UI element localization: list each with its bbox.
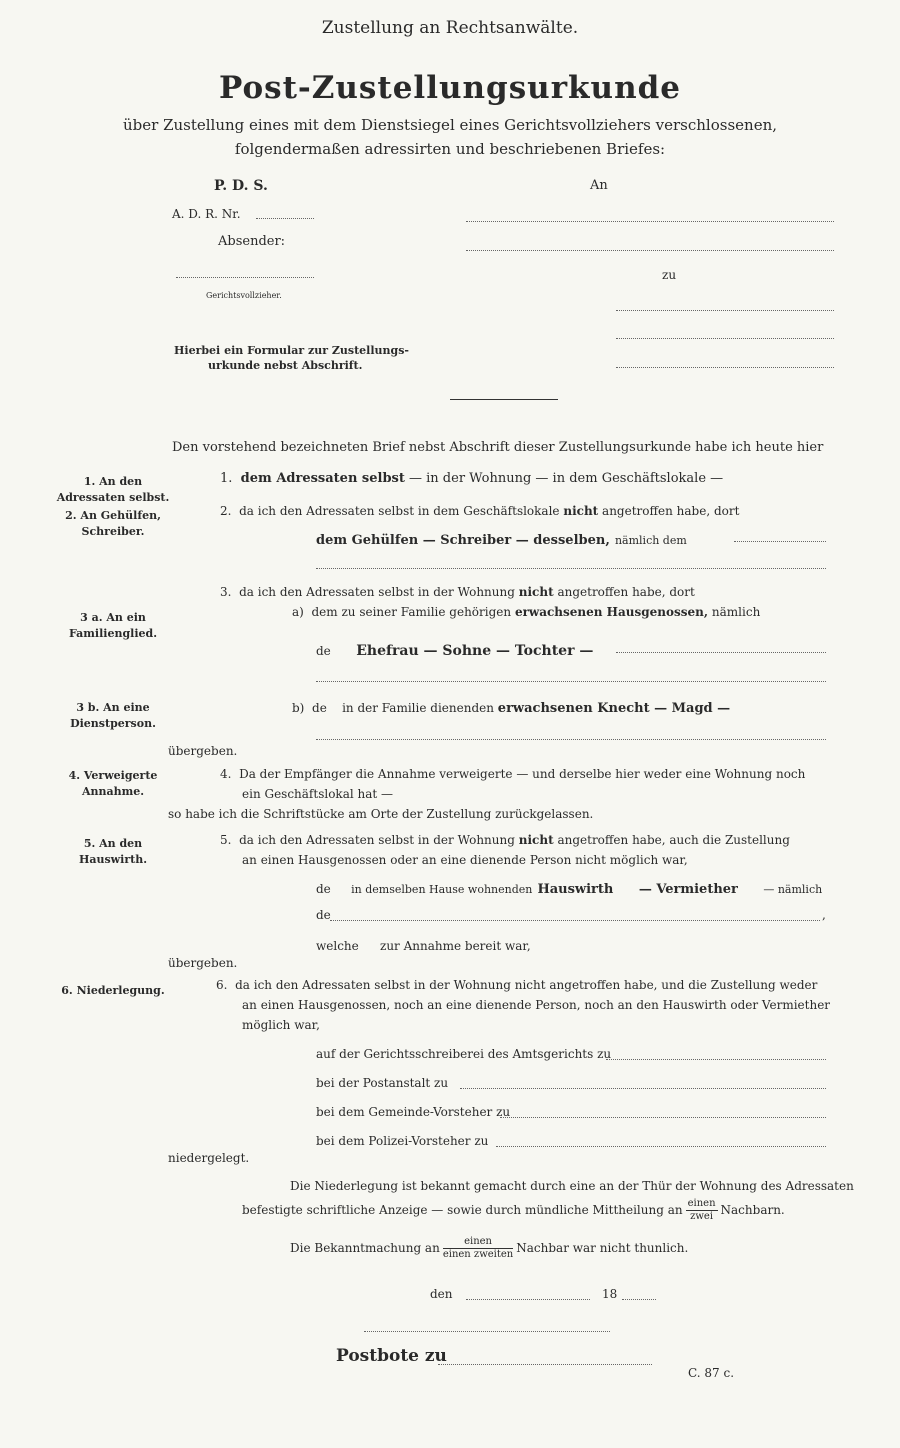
side-label-2: 2. An Gehülfen, Schreiber.: [65, 509, 161, 538]
den-label: den: [430, 1287, 453, 1301]
subtitle-line-2: folgendermaßen adressirten und beschriebenen Briefes:: [234, 140, 666, 158]
postbote-location-field[interactable]: [438, 1364, 652, 1365]
deposit-option-court: auf der Gerichtsschreiberei des Amtsgerichts zu: [316, 1047, 612, 1061]
item-5-line-2: an einen Hausgenossen oder an eine dienende Person nicht möglich war,: [242, 853, 688, 867]
form-number: C. 87 c.: [688, 1366, 735, 1380]
deposit-mayor-field[interactable]: [500, 1117, 826, 1118]
deposit-option-post: bei der Postanstalt zu: [316, 1076, 449, 1090]
place-line-3[interactable]: [616, 367, 834, 368]
item-5-welche: welche: [316, 939, 359, 953]
item-4-line-1: 4. Da der Empfänger die Annahme verweigerte — und derselbe hier weder eine Wohnung noch: [220, 767, 806, 781]
family-name-field-2[interactable]: [316, 681, 826, 682]
place-line-1[interactable]: [616, 310, 834, 311]
recipient-line-1[interactable]: [466, 221, 834, 222]
item-2-line-1: 2. da ich den Adressaten selbst in dem Geschäftslokale nicht angetroffen habe, dort: [220, 504, 740, 518]
side-label-3a: 3 a. An ein Familienglied.: [68, 611, 158, 640]
side-label-5: 5. An den Hauswirth.: [78, 837, 148, 866]
side-label-3b: 3 b. An eine Dienstperson.: [70, 701, 156, 730]
item-6-line-1: 6. da ich den Adressaten selbst in der Wohnung nicht angetroffen habe, und die Zustellung weder: [216, 978, 818, 992]
gv-label: Gerichtsvollzieher.: [206, 291, 282, 300]
deposit-option-police: bei dem Polizei-Vorsteher zu: [316, 1134, 489, 1148]
notice-line-2: befestigte schriftliche Anzeige — sowie durch mündliche Mittheilung an $\frac{\text{einen}}{\text{zwei}}$ Nachbarn.: [242, 1198, 785, 1222]
neighbor-fraction-2: $\frac{\text{einen}}{\text{einen zweiten}}$: [442, 1236, 514, 1260]
date-field[interactable]: [466, 1299, 590, 1300]
item-6-line-3: möglich war,: [242, 1018, 320, 1032]
notice-line-1: Die Niederlegung ist bekannt gemacht durch eine an der Thür der Wohnung des Adressaten: [290, 1179, 854, 1193]
family-name-field-1[interactable]: [616, 652, 826, 653]
deposit-post-field[interactable]: [460, 1088, 826, 1089]
deposit-police-field[interactable]: [496, 1146, 826, 1147]
side-label-6: 6. Niederlegung.: [61, 984, 165, 997]
item-5-comma: ,: [822, 908, 826, 922]
item-1: 1. dem Adressaten selbst — in der Wohnung — in dem Geschäftslokale —: [220, 471, 724, 486]
an-label: An: [590, 178, 608, 193]
uebergeben-1: übergeben.: [168, 744, 238, 758]
top-title: Zustellung an Rechtsanwälte.: [321, 18, 579, 38]
item-3a-relation: de Ehefrau — Sohne — Tochter —: [316, 643, 594, 659]
signature-line[interactable]: [364, 1331, 610, 1332]
pds-label: P. D. S.: [214, 178, 268, 194]
item-4-line-3: so habe ich die Schriftstücke am Orte der Zustellung zurückgelassen.: [168, 807, 594, 821]
deposit-option-mayor: bei dem Gemeinde-Vorsteher zu: [316, 1105, 511, 1119]
item-3-line-1: 3. da ich den Adressaten selbst in der Wohnung nicht angetroffen habe, dort: [220, 585, 695, 599]
zu-label: zu: [662, 268, 677, 282]
assistant-name-field-2[interactable]: [316, 568, 826, 569]
side-label-1: 1. An den Adressaten selbst.: [56, 475, 170, 504]
separator-rule: [450, 399, 558, 400]
enclosure-line-2: urkunde nebst Abschrift.: [208, 359, 363, 372]
item-6-line-2: an einen Hausgenossen, noch an eine dienende Person, noch an den Hauswirth oder Vermiether: [242, 998, 831, 1012]
servant-name-field[interactable]: [316, 739, 826, 740]
recipient-line-2[interactable]: [466, 250, 834, 251]
enclosure-line-1: Hierbei ein Formular zur Zustellungs-: [174, 344, 409, 357]
neighbor-count-fraction: $\frac{\text{einen}}{\text{zwei}}$: [687, 1198, 716, 1222]
item-3b-line: b) de in der Familie dienenden erwachsenen Knecht — Magd —: [292, 701, 731, 716]
side-label-4: 4. Verweigerte Annahme.: [68, 769, 158, 798]
item-3a-line: a) dem zu seiner Familie gehörigen erwachsenen Hausgenossen, nämlich: [292, 605, 761, 619]
deposit-court-field[interactable]: [606, 1059, 826, 1060]
adnr-label: A. D. R. Nr.: [172, 207, 241, 221]
postbote-label: Postbote zu: [336, 1346, 447, 1366]
year-field[interactable]: [622, 1299, 656, 1300]
notice-line-3: Die Bekanntmachung an $\frac{\text{einen}}{\text{einen zweiten}}$ Nachbar war nicht thunlich.: [290, 1236, 689, 1260]
subtitle-line-1: über Zustellung eines mit dem Dienstsiegel eines Gerichtsvollziehers verschlossenen,: [122, 116, 777, 134]
absender-label: Absender:: [218, 234, 286, 249]
item-5-bereit: zur Annahme bereit war,: [380, 939, 531, 953]
page-title: Post-Zustellungsurkunde: [218, 70, 682, 106]
assistant-name-field-1[interactable]: [734, 541, 826, 542]
intro-text: Den vorstehend bezeichneten Brief nebst Abschrift dieser Zustellungsurkunde habe ich heute hier: [172, 440, 824, 455]
uebergeben-2: übergeben.: [168, 956, 238, 970]
landlord-name-field[interactable]: [330, 920, 820, 921]
niedergelegt-label: niedergelegt.: [168, 1151, 250, 1165]
item-5-de: de: [316, 908, 331, 922]
item-4-line-2: ein Geschäftslokal hat —: [242, 787, 394, 801]
sender-field[interactable]: [176, 277, 314, 278]
item-5-line-3: de in demselben Hause wohnenden Hauswirth — Vermiether — nämlich: [316, 882, 823, 897]
adnr-field[interactable]: [256, 218, 314, 219]
place-line-2[interactable]: [616, 338, 834, 339]
item-2-line-2: dem Gehülfen — Schreiber — desselben, nämlich dem: [316, 533, 687, 548]
year-label: 18: [602, 1287, 618, 1301]
item-5-line-1: 5. da ich den Adressaten selbst in der Wohnung nicht angetroffen habe, auch die Zustellung: [220, 833, 790, 847]
